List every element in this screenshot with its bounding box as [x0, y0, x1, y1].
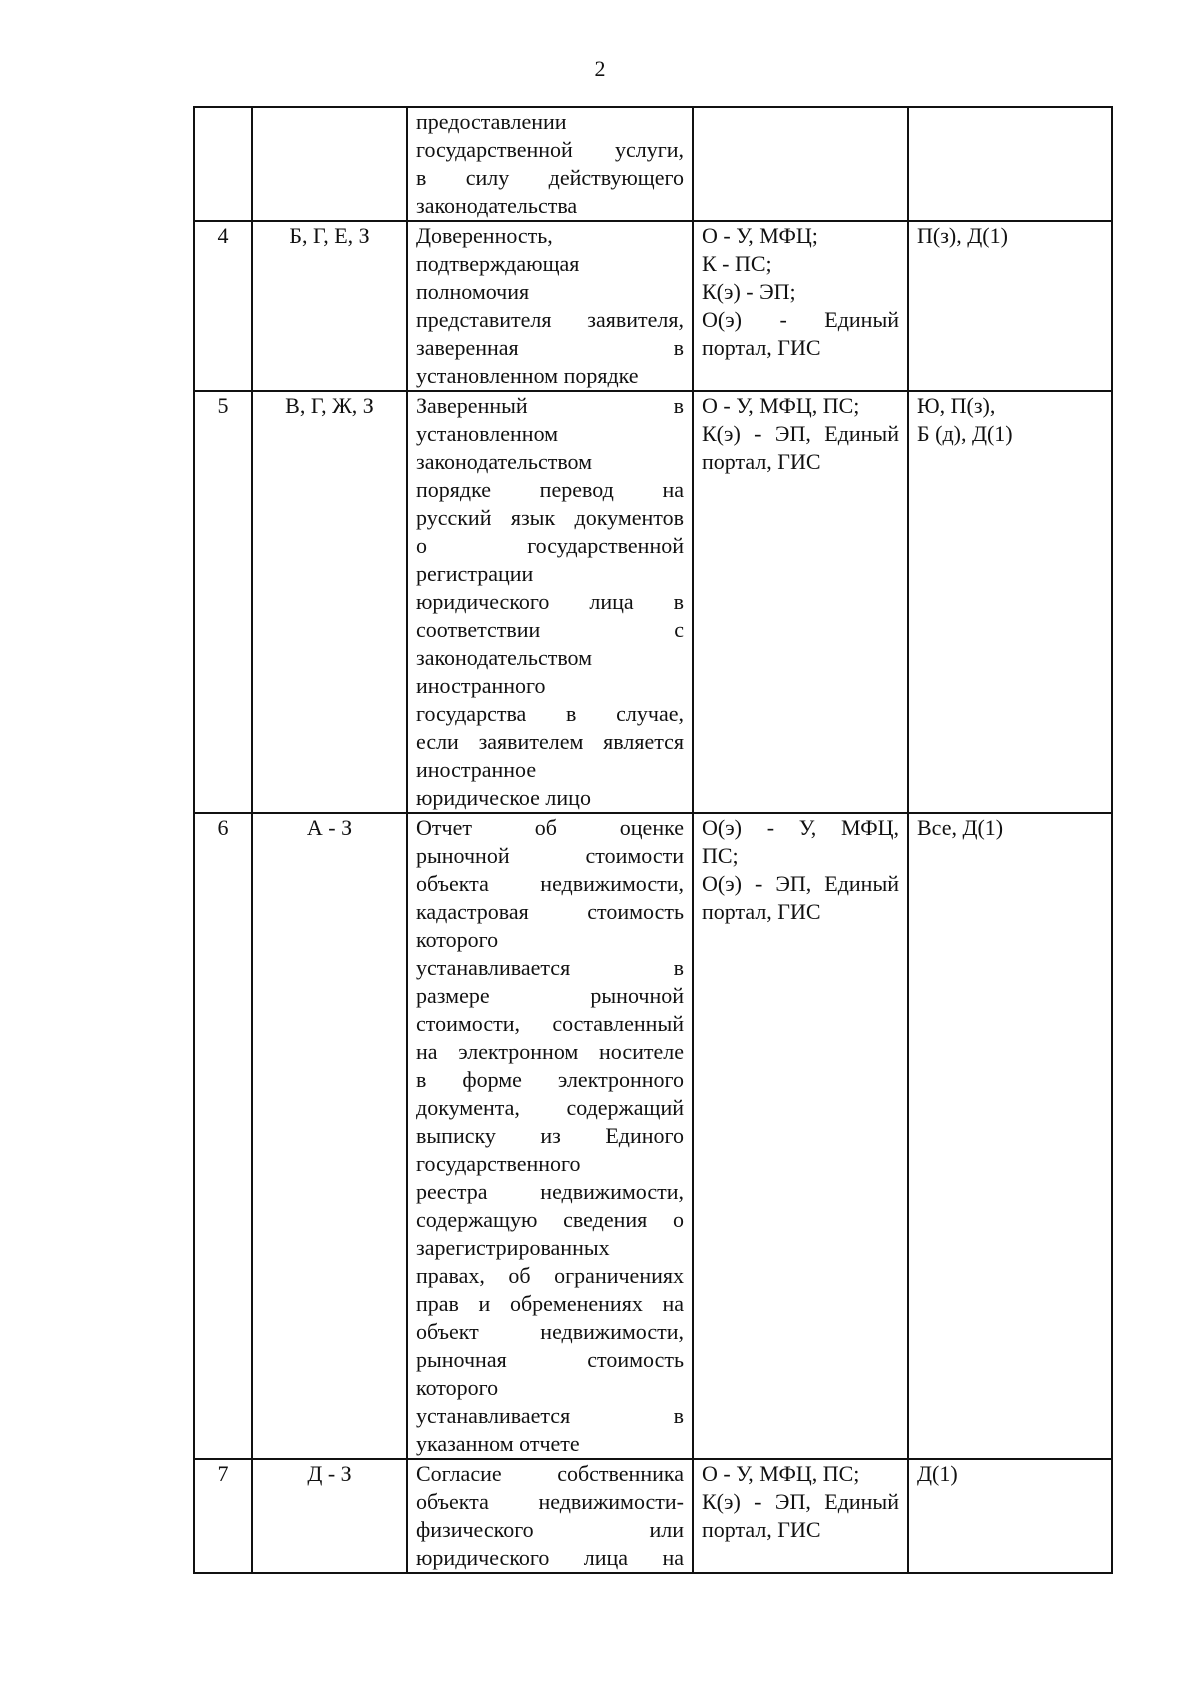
applicant-codes-cell [908, 391, 1112, 813]
document-table [193, 106, 1113, 1574]
channels-line: О(э) - У, МФЦ, [702, 815, 899, 840]
description-line: если заявителем является [416, 729, 684, 754]
description-line: порядке перевод на [416, 477, 684, 502]
description-line: Отчет об оценке [416, 815, 684, 840]
description-line: полномочия [416, 279, 530, 304]
description-line: Согласие собственника [416, 1461, 684, 1486]
channels-line: О - У, МФЦ; [702, 223, 818, 248]
channels-line: ПС; [702, 843, 739, 868]
description-line: государства в случае, [416, 701, 684, 726]
description-line: устанавливается в [416, 955, 684, 980]
description-line: Заверенный в [416, 393, 684, 418]
description-line: зарегистрированных [416, 1235, 610, 1260]
table-body [194, 107, 1112, 1573]
channels-cell [693, 813, 908, 1459]
row-number-cell: 6 [194, 813, 252, 1459]
description-line: объект недвижимости, [416, 1319, 684, 1344]
channels-line: портал, ГИС [702, 899, 821, 924]
description-line: содержащую сведения о [416, 1207, 684, 1232]
description-line: законодательством [416, 645, 593, 670]
table-row [194, 391, 1112, 813]
description-line: предоставлении [416, 109, 567, 134]
description-line: выписку из Единого [416, 1123, 684, 1148]
description-line: заверенная в [416, 335, 684, 360]
applicant-codes-line: П(з), Д(1) [917, 223, 1008, 248]
applicant-codes-line: Все, Д(1) [917, 815, 1004, 840]
description-line: Доверенность, [416, 223, 553, 248]
channels-line: О - У, МФЦ, ПС; [702, 393, 860, 418]
description-line: юридического лица на [416, 1545, 684, 1570]
description-line: установленном [416, 421, 559, 446]
description-line: объекта недвижимости, [416, 871, 684, 896]
description-cell [407, 813, 693, 1459]
channels-cell [693, 391, 908, 813]
description-line: государственного [416, 1151, 581, 1176]
category-cell [252, 107, 407, 221]
row-number-cell: 4 [194, 221, 252, 391]
channels-cell [693, 107, 908, 221]
description-line: которого [416, 927, 499, 952]
description-line: правах, об ограничениях [416, 1263, 684, 1288]
table-row [194, 813, 1112, 1459]
description-line: подтверждающая [416, 251, 580, 276]
description-line: реестра недвижимости, [416, 1179, 684, 1204]
channels-line: О - У, МФЦ, ПС; [702, 1461, 860, 1486]
description-line: кадастровая стоимость [416, 899, 684, 924]
description-line: размере рыночной [416, 983, 684, 1008]
description-line: рыночной стоимости [416, 843, 684, 868]
description-line: о государственной [416, 533, 684, 558]
channels-line: портал, ГИС [702, 1517, 821, 1542]
category-cell: Б, Г, Е, З [252, 221, 407, 391]
category-cell: А - З [252, 813, 407, 1459]
description-line: объекта недвижимости- [416, 1489, 684, 1514]
description-line: прав и обременениях на [416, 1291, 684, 1316]
table-row [194, 221, 1112, 391]
description-line: иностранное [416, 757, 537, 782]
channels-line: К(э) - ЭП, Единый [702, 1489, 899, 1514]
channels-line: портал, ГИС [702, 449, 821, 474]
description-line: на электронном носителе [416, 1039, 684, 1064]
description-line: которого [416, 1375, 499, 1400]
description-line: рыночная стоимость [416, 1347, 684, 1372]
applicant-codes-line: Б (д), Д(1) [917, 421, 1013, 446]
description-line: юридическое лицо [416, 785, 591, 810]
channels-line: О(э) - Единый [702, 307, 899, 332]
description-line: стоимости, составленный [416, 1011, 684, 1036]
row-number-cell: 5 [194, 391, 252, 813]
page-number: 2 [594, 56, 606, 81]
applicant-codes-cell [908, 107, 1112, 221]
applicant-codes-line: Ю, П(з), [917, 393, 996, 418]
description-line: соответствии с [416, 617, 684, 642]
description-line: регистрации [416, 561, 534, 586]
row-number-cell: 7 [194, 1459, 252, 1573]
applicant-codes-cell [908, 221, 1112, 391]
description-cell [407, 391, 693, 813]
description-line: в силу действующего [416, 165, 684, 190]
description-line: документа, содержащий [416, 1095, 684, 1120]
description-line: физического или [416, 1517, 684, 1542]
channels-line: К(э) - ЭП; [702, 279, 796, 304]
description-line: иностранного [416, 673, 546, 698]
applicant-codes-cell [908, 813, 1112, 1459]
description-line: русский язык документов [416, 505, 684, 530]
description-cell [407, 1459, 693, 1573]
description-cell [407, 107, 693, 221]
category-cell: Д - З [252, 1459, 407, 1573]
description-line: законодательства [416, 193, 578, 218]
channels-cell [693, 1459, 908, 1573]
description-line: устанавливается в [416, 1403, 684, 1428]
table-row [194, 107, 1112, 221]
row-number-cell [194, 107, 252, 221]
channels-line: О(э) - ЭП, Единый [702, 871, 899, 896]
description-line: в форме электронного [416, 1067, 684, 1092]
description-cell [407, 221, 693, 391]
description-line: представителя заявителя, [416, 307, 684, 332]
description-line: государственной услуги, [416, 137, 684, 162]
channels-line: портал, ГИС [702, 335, 821, 360]
channels-line: К(э) - ЭП, Единый [702, 421, 899, 446]
category-cell: В, Г, Ж, З [252, 391, 407, 813]
table-row [194, 1459, 1112, 1573]
description-line: юридического лица в [416, 589, 684, 614]
channels-cell [693, 221, 908, 391]
description-line: законодательством [416, 449, 593, 474]
description-line: установленном порядке [416, 363, 639, 388]
applicant-codes-line: Д(1) [917, 1461, 958, 1486]
channels-line: К - ПС; [702, 251, 772, 276]
applicant-codes-cell [908, 1459, 1112, 1573]
description-line: указанном отчете [416, 1431, 580, 1456]
